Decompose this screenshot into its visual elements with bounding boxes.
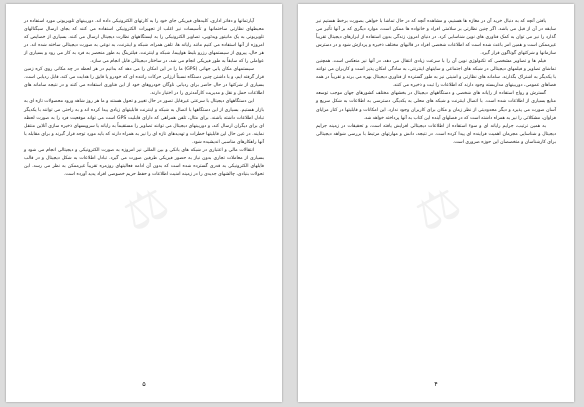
paragraph: یافتن آنچه که به دنبال خرید آن در مغازه ها هستیم، و مشاهده آنچه که در حال تماشا با خواهی بصورت برخط هستیم نیز سابقه در آن از قبل می باشد. اگر چنین نظارتی بر سلامتی افراد و خانواده ها ممکن است، موارد دیگری که بر آنها تأثیر می گذارد را نیز می توان به کمک فناوری های نوین شناسایی کرد. در دنیای امروز، زندگی بدون استفاده از ابزارهای دیجیتال تقریباً غیرممکن است و همین امر باعث شده است که اطلاعات شخصی افراد در قالبهای مختلف ذخیره و پردازش شود و در دسترس سازمانها و شرکتهای گوناگون قرار گیرد.	[316, 19, 556, 57]
page-number: ۴	[434, 380, 438, 388]
left-page	[6, 4, 282, 402]
paragraph: سیستمهای مکان یابی جهانی (GPS) ما را در این امکان را می دهد که بدانیم در هر لحظه در چه مکانی روی کره زمین قرار گرفته ایم، و با داشتن چنین دستگاه نسبتاً ارزانی حرکات راننده ای که خودرو یا قایق را هدایت می کند، قابل ردیابی است. بسیاری از شرکتها در حال حاضر برای ردیابی ناوگان خودروهای خود از این فناوری استفاده می کنند و در نتیجه سامانه های اطلاعات حمل و نقل و مدیریت کارآمدتری را در اختیار دارند.	[24, 67, 264, 97]
paragraph: فیلم ها و تصاویر مشخصی که تکنولوژی نوین آن را با سرعت زیادی انتقال می دهد، در آنها نیز منعکس است. همچنین تماشای تصاویر و فیلمهای دیجیتالی در شبکه های اجتماعی و سایتهای اینترنتی، به سادگی امکان پذیر است و کاربران می توانند با یکدیگر به اشتراک بگذارند. سامانه های نظارتی و امنیتی نیز به طور گسترده از فناوری دیجیتال بهره می برند و تقریباً در همه فضاهای عمومی، دوربینهای مداربسته وجود دارند که اطلاعات را ثبت و ذخیره می کنند.	[316, 59, 556, 89]
right-page-body	[316, 18, 556, 147]
paragraph: این دستگاههای دیجیتال با سرعتی غیرقابل تصور در حال تغییر و تحول هستند و ما هر روز شاهد ورود محصولات تازه ای به بازار هستیم. بسیاری از این دستگاهها با اتصال به شبکه و اینترنت قابلیتهای زیادی پیدا کرده اند و به راحتی می توانند با یکدیگر تبادل اطلاعات داشته باشند. برای مثال، تلفن همراهی که دارای قابلیت GPS است می تواند موقعیت فرد را به صورت لحظه ای برای دیگران ارسال کند، و دوربینهای دیجیتال می توانند تصاویر را مستقیماً به رایانه یا سرویسهای ذخیره سازی آنلاین منتقل نمایند. در عین حال این قابلیتها خطرات و تهدیدهای تازه ای را نیز به همراه دارند که باید مورد توجه قرار گیرند و برای مقابله با آنها راهکارهای مناسبی اندیشیده شود.	[24, 99, 264, 145]
paragraph: گسترش و رواج استفاده از رایانه های شخصی و دستگاههای دیجیتال در بخشهای مختلف کشورهای جهان موجب توسعه منابع بسیاری از اطلاعات شده است. با اتصال اینترنت و شبکه های محلی به یکدیگر، دسترسی به اطلاعات به شکل سریع و آسان صورت می پذیرد و دیگر محدودیتی از نظر زمان و مکان برای کاربران وجود ندارد. این امکانات و قابلیتها در کنار مزایای فراوان، مشکلاتی را نیز به همراه داشته است که در فصلهای آینده این کتاب به آنها پرداخته خواهد شد.	[316, 91, 556, 121]
page-number: ۵	[142, 380, 146, 388]
left-page-body	[24, 18, 264, 179]
paragraph: انتقالات مالی و اعتباری در شبکه های بانکی و بین المللی نیز امروزه به صورت الکترونیکی و دیجیتالی انجام می شود و بسیاری از معاملات تجاری بدون نیاز به حضور فیزیکی طرفین صورت می گیرد. تبادل اطلاعات به شکل دیجیتال و در قالب فایلهای الکترونیکی به قدری گسترده شده است که بدون آن ادامه فعالیتهای روزمره تقریباً غیرممکن به نظر می رسد. این تحولات بنیادی، چالشهای جدیدی را در زمینه امنیت اطلاعات و حفظ حریم خصوصی افراد پدید آورده است.	[24, 147, 264, 177]
svg-text:⚖: ⚖	[405, 173, 470, 243]
paragraph: به همین ترتیب، جرایم رایانه ای و سوء استفاده از اطلاعات دیجیتالی افزایش یافته است، و تحقیقات در زمینه جرایم دیجیتال و شناسایی مجرمان اهمیت فزاینده ای پیدا کرده است. در نتیجه، دانش و مهارتهای مرتبط با بررسی شواهد دیجیتالی برای کارشناسان و متخصصان این حوزه ضروری است.	[316, 123, 556, 145]
paragraph: آپارتمانها و دفاتر اداری، کلیدهای فیزیکی جای خود را به کارتهای الکترونیکی داده اند. دوربینهای تلویزیونی مورد استفاده در محیطهای نظارتی ساختمانها و تأسیسات نیز اغلب از تجهیزات الکترونیکی استفاده می کنند که بجای ارسال سیگنالهای تلویزیونی به یک مانیتور ویدئویی، تصاویر الکترونیکی را به ایستگاههای نظارت دیجیتال ارسال می کنند. بسیاری از خصایص که امروزه از آنها استفاده می کنیم مانند رایانه ها، تلفن همراه، شبکه و اینترنت، به نوعی به صورت دیجیتالی ساخته شده اند. در هر حال، پیروی از سیستمهای رزرو بلیط هواپیما، شبکه و اینترنت، فیلترینگ به طور منحصر به فرد به کار می رود و بسیاری از عواملی را که سابقاً به طور فیزیکی انجام می شد، در ساختار دیجیتالی قابل انجام می سازد.	[24, 19, 264, 65]
right-page	[298, 4, 574, 402]
svg-text:⚖: ⚖	[113, 173, 178, 243]
